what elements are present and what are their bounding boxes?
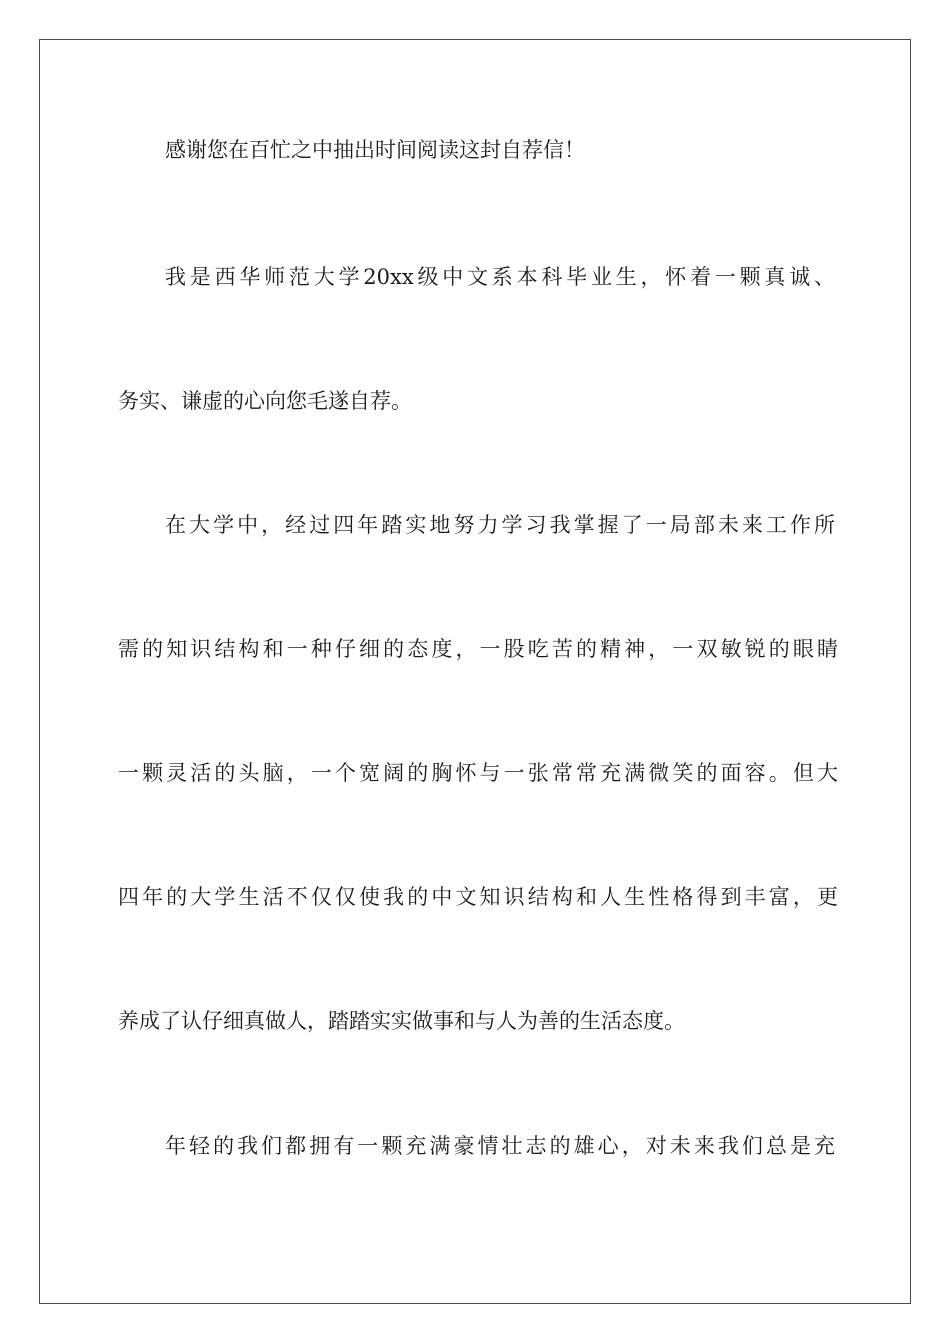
- paragraph-line: 一颗灵活的头脑，一个宽阔的胸怀与一张常常充满微笑的面容。但大: [118, 761, 838, 785]
- paragraph-line: 养成了认仔细真做人，踏踏实实做事和与人为善的生活态度。: [118, 1009, 685, 1033]
- paragraph-line: 四年的大学生活不仅仅使我的中文知识结构和人生性格得到丰富，更: [118, 885, 838, 909]
- paragraph-line: 务实、谦虚的心向您毛遂自荐。: [118, 389, 412, 413]
- page-border: [39, 39, 911, 1304]
- paragraph-line: 年轻的我们都拥有一颗充满豪情壮志的雄心，对未来我们总是充: [165, 1134, 835, 1158]
- paragraph-line: 在大学中，经过四年踏实地努力学习我掌握了一局部未来工作所: [165, 513, 835, 537]
- paragraph-line: 感谢您在百忙之中抽出时间阅读这封自荐信！: [165, 138, 585, 162]
- paragraph-line: 我是西华师范大学20xx级中文系本科毕业生，怀着一颗真诚、: [165, 265, 835, 289]
- paragraph-line: 需的知识结构和一种仔细的态度，一股吃苦的精神，一双敏锐的眼睛: [118, 637, 838, 661]
